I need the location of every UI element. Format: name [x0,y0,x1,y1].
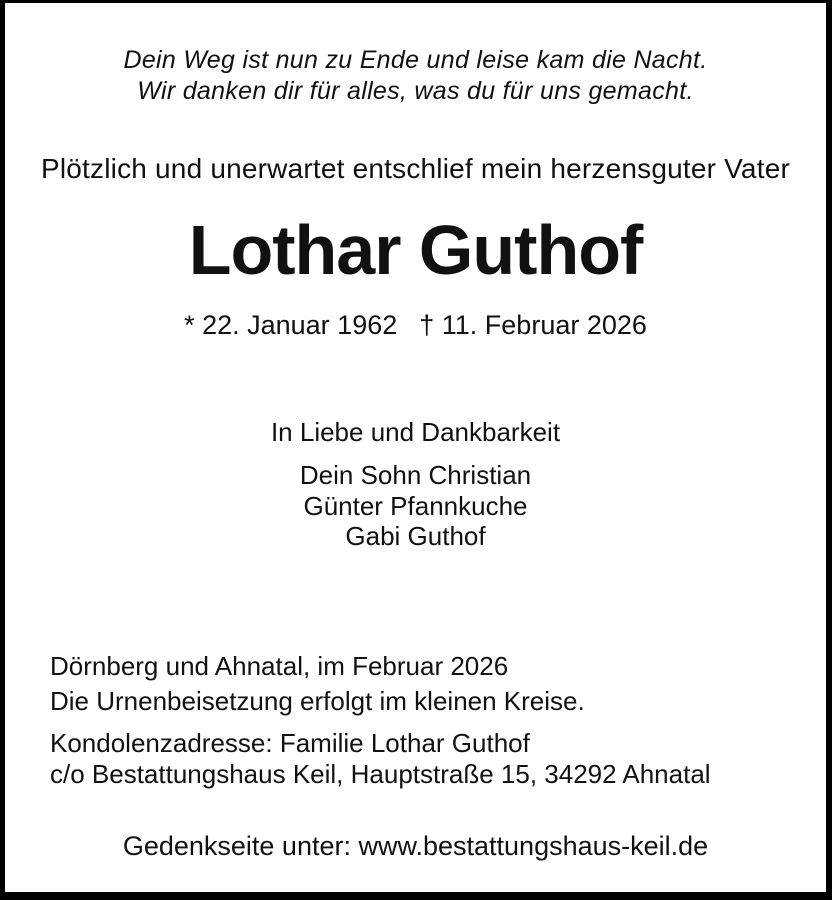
place-and-date: Dörnberg und Ahnatal, im Februar 2026 [50,651,509,681]
death-date: † 11. Februar 2026 [419,310,647,340]
epitaph-line-1: Dein Weg ist nun zu Ende und leise kam die Nacht. [123,46,708,74]
burial-info: Die Urnenbeisetzung erfolgt im kleinen Kreise. [50,686,585,716]
epitaph-line-2: Wir danken dir für alles, was du für uns gemacht. [137,77,694,105]
farewell-line: In Liebe und Dankbarkeit [270,417,561,447]
mourner-name: Gabi Guthof [345,521,486,551]
deceased-name: Lothar Guthof [188,211,643,289]
birth-date: * 22. Januar 1962 [184,310,398,340]
life-dates [5,310,826,341]
intro-line: Plötzlich und unerwartet entschlief mein herzensguter Vater [40,153,790,184]
mourners-list [5,460,826,552]
closing-block [50,653,711,787]
mourner-name: Dein Sohn Christian [299,460,532,490]
mourner-name: Günter Pfannkuche [303,490,528,521]
memorial-page-link: Gedenkseite unter: www.bestattungshaus-keil.de [122,831,709,861]
condolence-address-line-1: Kondolenzadresse: Familie Lothar Guthof [50,728,530,758]
epitaph-verse [5,45,826,107]
condolence-address-line-2: c/o Bestattungshaus Keil, Hauptstraße 15, 34292 Ahnatal [50,759,711,789]
